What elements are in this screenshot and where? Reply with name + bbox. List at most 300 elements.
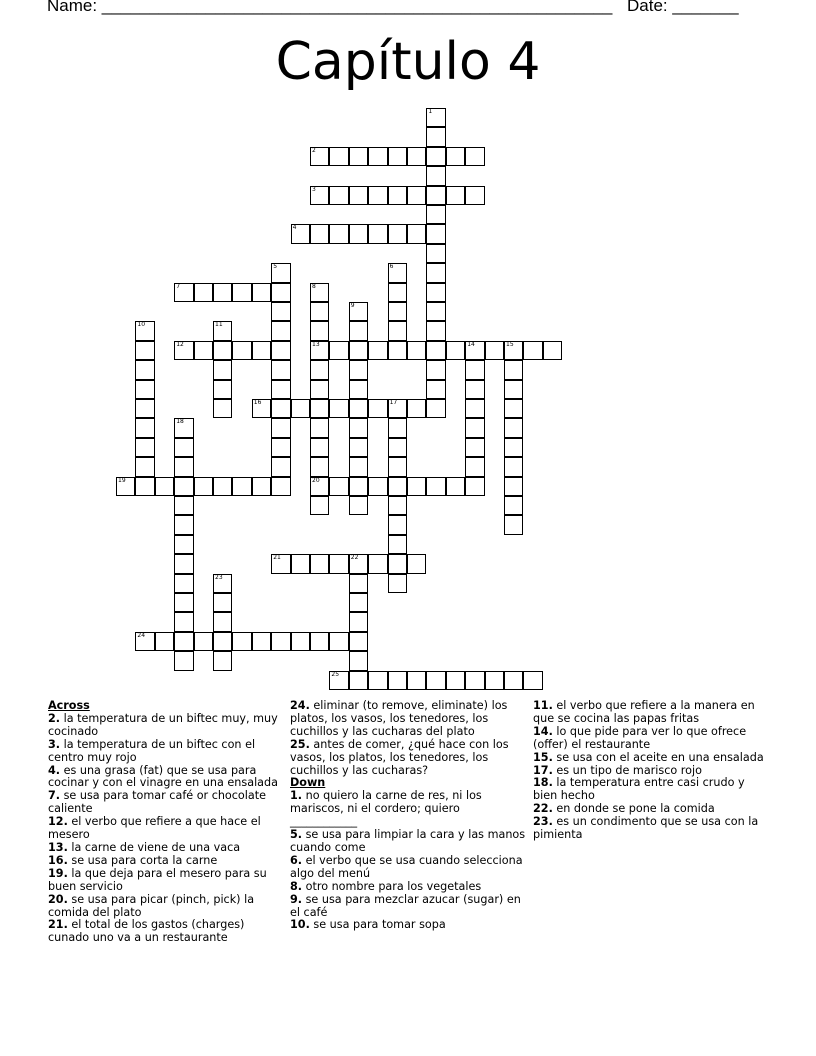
clue-number: 8. [290, 879, 303, 893]
grid-cell[interactable] [135, 418, 154, 437]
grid-cell[interactable] [504, 418, 523, 437]
grid-cell[interactable] [465, 147, 484, 166]
grid-cell[interactable] [213, 612, 232, 631]
grid-cell[interactable] [271, 321, 290, 340]
clue-number: 19. [48, 866, 68, 880]
clue-number: 20. [48, 892, 68, 906]
grid-cell[interactable] [329, 147, 348, 166]
grid-cell[interactable] [349, 457, 368, 476]
grid-cell[interactable] [388, 671, 407, 690]
clue-text: lo que pide para ver lo que ofrece (offer) el restaurante [533, 724, 747, 751]
name-field[interactable]: Name: ______________________________________________________ [47, 0, 613, 15]
clues-column-1 [48, 700, 284, 945]
grid-cell[interactable] [252, 341, 271, 360]
clue-number: 17. [533, 763, 553, 777]
cell-number: 6 [389, 263, 394, 271]
grid-cell[interactable] [426, 108, 445, 127]
grid-cell[interactable] [388, 515, 407, 534]
grid-cell[interactable] [310, 380, 329, 399]
grid-cell[interactable] [232, 341, 251, 360]
grid-cell[interactable] [368, 671, 387, 690]
grid-cell[interactable] [349, 399, 368, 418]
grid-cell[interactable] [329, 341, 348, 360]
clue-number: 10. [290, 918, 310, 932]
grid-cell[interactable] [291, 224, 310, 243]
clue-item [48, 868, 284, 894]
grid-cell[interactable] [310, 632, 329, 651]
clue-item [533, 726, 769, 752]
grid-cell[interactable] [329, 399, 348, 418]
grid-cell[interactable] [329, 632, 348, 651]
grid-cell[interactable] [407, 399, 426, 418]
grid-cell[interactable] [174, 496, 193, 515]
grid-cell[interactable] [310, 283, 329, 302]
cell-number: 23 [215, 573, 223, 581]
grid-cell[interactable] [271, 554, 290, 573]
grid-cell[interactable] [135, 438, 154, 457]
grid-cell[interactable] [155, 632, 174, 651]
grid-cell[interactable] [194, 283, 213, 302]
grid-cell[interactable] [349, 341, 368, 360]
grid-cell[interactable] [446, 477, 465, 496]
grid-cell[interactable] [310, 186, 329, 205]
grid-cell[interactable] [271, 360, 290, 379]
grid-cell[interactable] [504, 341, 523, 360]
grid-cell[interactable] [349, 302, 368, 321]
grid-cell[interactable] [407, 671, 426, 690]
clue-item [48, 790, 284, 816]
clue-text: es un tipo de marisco rojo [552, 763, 702, 777]
grid-cell[interactable] [388, 418, 407, 437]
grid-cell[interactable] [174, 418, 193, 437]
grid-cell[interactable] [310, 224, 329, 243]
grid-cell[interactable] [271, 457, 290, 476]
grid-cell[interactable] [310, 360, 329, 379]
grid-cell[interactable] [388, 302, 407, 321]
grid-cell[interactable] [135, 380, 154, 399]
cell-number: 5 [273, 263, 278, 271]
grid-cell[interactable] [504, 477, 523, 496]
grid-cell[interactable] [426, 127, 445, 146]
cell-number: 10 [137, 321, 146, 329]
grid-cell[interactable] [368, 399, 387, 418]
grid-cell[interactable] [388, 399, 407, 418]
grid-cell[interactable] [174, 612, 193, 631]
grid-cell[interactable] [310, 341, 329, 360]
grid-cell[interactable] [213, 283, 232, 302]
date-field[interactable]: Date: _______ [627, 0, 739, 15]
grid-cell[interactable] [271, 477, 290, 496]
cell-number: 2 [312, 146, 316, 154]
grid-cell[interactable] [426, 321, 445, 340]
clue-item [48, 713, 284, 739]
grid-cell[interactable] [291, 554, 310, 573]
clue-text: se usa para mezclar azucar (sugar) en el café [290, 892, 521, 919]
grid-cell[interactable] [329, 671, 348, 690]
grid-cell[interactable] [426, 263, 445, 282]
grid-cell[interactable] [174, 515, 193, 534]
grid-cell[interactable] [465, 438, 484, 457]
grid-cell[interactable] [388, 147, 407, 166]
grid-cell[interactable] [426, 302, 445, 321]
grid-cell[interactable] [349, 380, 368, 399]
clue-number: 16. [48, 853, 68, 867]
grid-cell[interactable] [213, 593, 232, 612]
grid-cell[interactable] [349, 496, 368, 515]
grid-cell[interactable] [329, 186, 348, 205]
grid-cell[interactable] [349, 574, 368, 593]
grid-cell[interactable] [485, 341, 504, 360]
clue-item [48, 765, 284, 791]
grid-cell[interactable] [485, 671, 504, 690]
clue-item [48, 919, 284, 945]
grid-cell[interactable] [349, 593, 368, 612]
grid-cell[interactable] [232, 477, 251, 496]
grid-cell[interactable] [446, 147, 465, 166]
clue-item [533, 777, 769, 803]
grid-cell[interactable] [349, 321, 368, 340]
grid-cell[interactable] [388, 283, 407, 302]
clue-item [48, 739, 284, 765]
grid-cell[interactable] [407, 477, 426, 496]
clue-item [48, 894, 284, 920]
grid-cell[interactable] [407, 186, 426, 205]
clue-text: se usa para limpiar la cara y las manos cuando come [290, 828, 526, 854]
grid-cell[interactable] [388, 263, 407, 282]
clue-number: 1. [290, 789, 303, 803]
grid-cell[interactable] [252, 477, 271, 496]
grid-cell[interactable] [523, 671, 542, 690]
grid-cell[interactable] [213, 321, 232, 340]
grid-cell[interactable] [426, 380, 445, 399]
cell-number: 7 [176, 282, 181, 290]
grid-cell[interactable] [465, 360, 484, 379]
clue-text: el total de los gastos (charges) cunado uno va a un restaurante [48, 918, 245, 945]
grid-cell[interactable] [426, 147, 445, 166]
grid-cell[interactable] [310, 302, 329, 321]
grid-cell[interactable] [368, 186, 387, 205]
grid-cell[interactable] [213, 651, 232, 670]
grid-cell[interactable] [174, 632, 193, 651]
grid-cell[interactable] [329, 477, 348, 496]
grid-cell[interactable] [388, 535, 407, 554]
clue-text: el verbo que refiere a la manera en que se cocina las papas fritas [533, 699, 755, 725]
grid-cell[interactable] [252, 399, 271, 418]
grid-cell[interactable] [349, 418, 368, 437]
clue-text: se usa para tomar café or chocolate caliente [48, 789, 267, 816]
grid-cell[interactable] [310, 418, 329, 437]
clue-number: 14. [533, 724, 553, 738]
clue-item [290, 855, 526, 881]
cell-number: 13 [312, 340, 320, 348]
clue-number: 2. [48, 711, 61, 725]
grid-cell[interactable] [349, 477, 368, 496]
cell-number: 4 [292, 224, 297, 232]
clue-text: se usa para corta la carne [67, 853, 218, 867]
down-heading: Down [290, 776, 326, 790]
grid-cell[interactable] [426, 341, 445, 360]
clue-number: 15. [533, 750, 553, 764]
grid-cell[interactable] [174, 574, 193, 593]
grid-cell[interactable] [465, 477, 484, 496]
clue-number: 9. [290, 892, 303, 906]
grid-cell[interactable] [252, 632, 271, 651]
grid-cell[interactable] [426, 205, 445, 224]
grid-cell[interactable] [368, 341, 387, 360]
grid-cell[interactable] [213, 477, 232, 496]
grid-cell[interactable] [135, 360, 154, 379]
grid-cell[interactable] [504, 496, 523, 515]
grid-cell[interactable] [213, 574, 232, 593]
grid-cell[interactable] [310, 399, 329, 418]
cell-number: 9 [350, 302, 355, 309]
cell-number: 3 [312, 185, 316, 193]
clue-number: 5. [290, 828, 303, 842]
grid-cell[interactable] [523, 341, 542, 360]
grid-cell[interactable] [426, 360, 445, 379]
grid-cell[interactable] [504, 399, 523, 418]
clue-text: la temperatura de un biftec muy, muy cocinado [48, 711, 278, 738]
grid-cell[interactable] [388, 477, 407, 496]
grid-cell[interactable] [504, 671, 523, 690]
cell-number: 12 [176, 340, 184, 348]
grid-cell[interactable] [310, 554, 329, 573]
cell-number: 17 [389, 399, 398, 406]
grid-cell[interactable] [174, 651, 193, 670]
grid-cell[interactable] [310, 496, 329, 515]
cell-number: 20 [312, 476, 320, 484]
grid-cell[interactable] [388, 574, 407, 593]
grid-cell[interactable] [310, 438, 329, 457]
grid-cell[interactable] [504, 360, 523, 379]
clue-number: 25. [290, 737, 310, 751]
clue-text: otro nombre para los vegetales [302, 879, 482, 893]
grid-cell[interactable] [174, 457, 193, 476]
clue-text: se usa con el aceite en una ensalada [552, 750, 764, 764]
grid-cell[interactable] [174, 554, 193, 573]
grid-cell[interactable] [388, 457, 407, 476]
across-heading: Across [48, 699, 90, 712]
grid-cell[interactable] [155, 477, 174, 496]
grid-cell[interactable] [194, 632, 213, 651]
grid-cell[interactable] [174, 593, 193, 612]
grid-cell[interactable] [426, 224, 445, 243]
grid-cell[interactable] [310, 321, 329, 340]
clue-item [48, 816, 284, 842]
grid-cell[interactable] [426, 166, 445, 185]
grid-cell[interactable] [465, 399, 484, 418]
clue-item [290, 829, 526, 855]
cell-number: 15 [506, 340, 514, 348]
grid-cell[interactable] [135, 632, 154, 651]
clue-item [290, 894, 526, 920]
clue-number: 11. [533, 699, 553, 712]
cell-number: 19 [118, 476, 126, 484]
grid-cell[interactable] [271, 263, 290, 282]
grid-cell[interactable] [135, 457, 154, 476]
grid-cell[interactable] [232, 632, 251, 651]
grid-cell[interactable] [232, 283, 251, 302]
grid-cell[interactable] [194, 341, 213, 360]
grid-cell[interactable] [426, 477, 445, 496]
clue-number: 18. [533, 776, 553, 790]
grid-cell[interactable] [426, 671, 445, 690]
grid-cell[interactable] [426, 244, 445, 263]
clue-number: 3. [48, 737, 61, 751]
grid-cell[interactable] [349, 651, 368, 670]
clue-text: no quiero la carne de res, ni los mariscos, ni el cordero; quiero ____________ [290, 789, 482, 829]
grid-cell[interactable] [543, 341, 562, 360]
cell-number: 14 [467, 340, 475, 348]
grid-cell[interactable] [213, 360, 232, 379]
grid-cell[interactable] [271, 283, 290, 302]
grid-cell[interactable] [349, 671, 368, 690]
grid-cell[interactable] [426, 399, 445, 418]
clue-number: 12. [48, 815, 68, 829]
grid-cell[interactable] [504, 380, 523, 399]
clue-text: antes de comer, ¿qué hace con los vasos, los platos, los tenedores, los cuchillos y las cucharas? [290, 737, 509, 777]
clue-item [290, 790, 526, 829]
grid-cell[interactable] [213, 399, 232, 418]
cell-number: 16 [253, 399, 262, 406]
grid-cell[interactable] [213, 380, 232, 399]
clue-text: la temperatura de un biftec con el centro muy rojo [48, 737, 256, 764]
grid-cell[interactable] [310, 457, 329, 476]
clue-text: eliminar (to remove, eliminate) los platos, los vasos, los tenedores, los cuchillos y las cucharas del plato [290, 699, 508, 738]
grid-cell[interactable] [135, 341, 154, 360]
grid-cell[interactable] [194, 477, 213, 496]
grid-cell[interactable] [213, 341, 232, 360]
cell-number: 11 [215, 321, 223, 329]
grid-cell[interactable] [465, 341, 484, 360]
clue-text: la temperatura entre casi crudo y bien hecho [533, 776, 745, 803]
grid-cell[interactable] [329, 554, 348, 573]
grid-cell[interactable] [426, 186, 445, 205]
grid-cell[interactable] [368, 554, 387, 573]
grid-cell[interactable] [271, 302, 290, 321]
clue-number: 22. [533, 802, 553, 816]
grid-cell[interactable] [174, 283, 193, 302]
grid-cell[interactable] [174, 535, 193, 554]
grid-cell[interactable] [349, 186, 368, 205]
grid-cell[interactable] [174, 477, 193, 496]
grid-cell[interactable] [349, 438, 368, 457]
clues-column-3 [533, 700, 769, 842]
clue-text: la que deja para el mesero para su buen servicio [48, 866, 267, 893]
grid-cell[interactable] [465, 418, 484, 437]
grid-cell[interactable] [407, 554, 426, 573]
grid-cell[interactable] [504, 438, 523, 457]
grid-cell[interactable] [349, 360, 368, 379]
grid-cell[interactable] [135, 399, 154, 418]
cell-number: 18 [176, 418, 184, 426]
clue-number: 24. [290, 699, 310, 712]
clue-text: la carne de viene de una vaca [67, 840, 241, 854]
clue-text: en donde se pone la comida [552, 802, 715, 816]
grid-cell[interactable] [310, 147, 329, 166]
clue-item [290, 700, 526, 739]
cell-number: 22 [350, 554, 359, 562]
grid-cell[interactable] [349, 612, 368, 631]
grid-cell[interactable] [426, 283, 445, 302]
clue-number: 4. [48, 763, 61, 777]
clue-number: 23. [533, 815, 553, 829]
clue-number: 13. [48, 840, 68, 854]
grid-cell[interactable] [465, 186, 484, 205]
cell-number: 25 [331, 670, 340, 678]
grid-cell[interactable] [388, 224, 407, 243]
grid-cell[interactable] [116, 477, 135, 496]
grid-cell[interactable] [329, 224, 348, 243]
page-title: Capítulo 4 [275, 32, 541, 92]
grid-cell[interactable] [446, 341, 465, 360]
grid-cell[interactable] [465, 380, 484, 399]
cell-number: 8 [312, 282, 316, 290]
grid-cell[interactable] [388, 341, 407, 360]
grid-cell[interactable] [349, 632, 368, 651]
grid-cell[interactable] [388, 554, 407, 573]
grid-cell[interactable] [213, 632, 232, 651]
clue-text: se usa para tomar sopa [309, 918, 446, 932]
grid-cell[interactable] [349, 554, 368, 573]
grid-cell[interactable] [368, 147, 387, 166]
grid-cell[interactable] [388, 496, 407, 515]
cell-number: 24 [137, 631, 146, 639]
grid-cell[interactable] [271, 418, 290, 437]
grid-cell[interactable] [291, 399, 310, 418]
grid-cell[interactable] [388, 438, 407, 457]
grid-cell[interactable] [135, 321, 154, 340]
grid-cell[interactable] [504, 515, 523, 534]
cell-number: 21 [273, 554, 281, 562]
clue-item [290, 919, 526, 932]
clue-text: el verbo que refiere a que hace el mesero [48, 815, 261, 842]
grid-cell[interactable] [368, 224, 387, 243]
clue-text: es una grasa (fat) que se usa para cocinar y con el vinagre en una ensalada [48, 763, 278, 790]
grid-cell[interactable] [446, 186, 465, 205]
grid-cell[interactable] [252, 283, 271, 302]
grid-cell[interactable] [407, 341, 426, 360]
grid-cell[interactable] [291, 632, 310, 651]
clue-number: 7. [48, 789, 61, 803]
grid-cell[interactable] [407, 224, 426, 243]
clue-number: 6. [290, 853, 303, 867]
grid-cell[interactable] [271, 341, 290, 360]
grid-cell[interactable] [407, 147, 426, 166]
grid-cell[interactable] [465, 457, 484, 476]
grid-cell[interactable] [271, 380, 290, 399]
grid-cell[interactable] [310, 477, 329, 496]
grid-cell[interactable] [388, 186, 407, 205]
grid-cell[interactable] [174, 341, 193, 360]
grid-cell[interactable] [271, 438, 290, 457]
grid-cell[interactable] [446, 671, 465, 690]
grid-cell[interactable] [368, 477, 387, 496]
grid-cell[interactable] [271, 632, 290, 651]
clue-number: 21. [48, 918, 68, 932]
cell-number: 1 [428, 108, 433, 115]
grid-cell[interactable] [271, 399, 290, 418]
grid-cell[interactable] [504, 457, 523, 476]
grid-cell[interactable] [388, 321, 407, 340]
grid-cell[interactable] [465, 671, 484, 690]
clue-text: el verbo que se usa cuando selecciona algo del menú [290, 853, 523, 880]
grid-cell[interactable] [349, 147, 368, 166]
grid-cell[interactable] [135, 477, 154, 496]
clue-item [290, 739, 526, 778]
grid-cell[interactable] [349, 224, 368, 243]
grid-cell[interactable] [174, 438, 193, 457]
